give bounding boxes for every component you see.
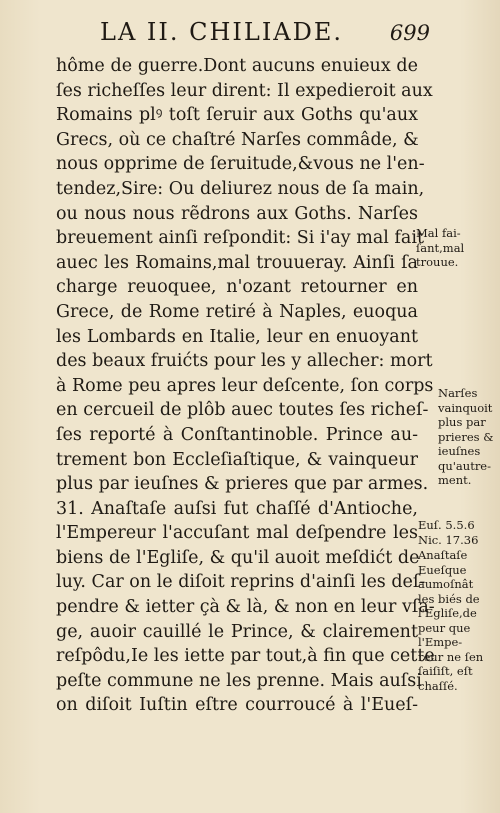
- body-text: [56, 54, 435, 718]
- text-line: luy. Car on le diſoit reprins d'ainſi les deſ-: [56, 572, 426, 593]
- text-line: charge reuoquee, n'ozant retourner en: [56, 277, 418, 298]
- note-line: l'Empe-: [418, 635, 463, 649]
- text-line: reſpôdu,Ie les iette par tout,à fin que cette: [56, 646, 435, 667]
- margin-note-reference: [418, 518, 496, 547]
- note-line: les biés de: [418, 591, 480, 606]
- margin-note-narses: [438, 386, 500, 488]
- text-line: ou nous nous rẽdrons aux Goths. Narſes: [56, 203, 418, 224]
- text-line: Grece, de Rome retiré à Naples, euoqua: [56, 301, 418, 322]
- text-line: Romains plꝰ toſt ſeruir aux Goths qu'aux: [56, 105, 418, 126]
- note-line: chaſſé.: [418, 678, 458, 693]
- text-line: nous opprime de ſeruitude,&vous ne l'en-: [56, 154, 425, 175]
- note-line: l'Egliſe,de: [418, 606, 477, 620]
- note-line: qu'autre-: [438, 458, 492, 473]
- running-title: LA II. CHILIADE.: [100, 18, 344, 46]
- text-line: on diſoit Iuſtin eſtre courroucé à l'Eueſ-: [56, 695, 418, 716]
- text-line: en cercueil de plôb auec toutes ſes richeſ-: [56, 400, 429, 421]
- text-line: biens de l'Egliſe, & qu'il auoit meſdićt de: [56, 547, 420, 568]
- note-line: Narſes: [438, 386, 478, 400]
- text-line: trement bon Eccleſiaſtique, & vainqueur: [56, 449, 418, 470]
- text-line: les Lombards en Italie, leur en enuoyant: [56, 326, 418, 347]
- note-line: reur ne ſen: [418, 649, 484, 664]
- note-line: ſant,mal: [416, 240, 465, 255]
- text-line: auec les Romains,mal trouueray. Ainſi ſa: [56, 252, 418, 273]
- text-line: des beaux fruićts pour les y allecher: mort: [56, 351, 433, 372]
- note-line: ieuſnes: [438, 444, 481, 458]
- margin-note-anastase: [418, 548, 496, 693]
- note-line: Anaſtaſe: [418, 548, 468, 562]
- page-number: 699: [389, 21, 430, 45]
- text-line: ſes richeſſes leur dirent: Il expedieroit aux: [56, 80, 433, 101]
- note-line: aumoſnât: [418, 577, 474, 591]
- text-line: Grecs, où ce chaſtré Narſes commâde, &: [56, 129, 419, 150]
- text-line: tendez,Sire: Ou deliurez nous de ſa main,: [56, 178, 425, 199]
- note-line: Eueſque: [418, 562, 467, 577]
- text-line: breuement ainſi reſpondit: Si i'ay mal fait: [56, 228, 424, 249]
- note-line: Nic. 17.36: [418, 532, 479, 547]
- text-line: ſes reporté à Conſtantinoble. Prince au-: [56, 424, 418, 445]
- note-line: Euſ. 5.5.6: [418, 518, 475, 532]
- note-line: prieres &: [438, 429, 494, 444]
- note-line: peur que: [418, 620, 471, 635]
- note-line: ment.: [438, 473, 472, 487]
- text-line: l'Empereur l'accuſant mal deſpendre les: [56, 523, 418, 544]
- note-line: vainquoit: [438, 400, 493, 415]
- note-line: trouue.: [416, 255, 459, 269]
- text-line: pendre & ietter çà & là, & non en leur vſa-: [56, 597, 435, 618]
- margin-note-mal-faisant: [416, 226, 494, 270]
- running-head: [100, 18, 430, 48]
- text-line: peſte commune ne les prenne. Mais auſsi: [56, 670, 422, 691]
- text-line: hôme de guerre.Dont aucuns enuieux de: [56, 56, 418, 76]
- text-line: ge, auoir cauillé le Prince, & clairement: [56, 621, 418, 642]
- text-line: plus par ieuſnes & prieres que par armes.: [56, 474, 429, 495]
- text-line: à Rome peu apres leur deſcente, ſon corps: [56, 375, 434, 396]
- note-line: ſaiſiſt, eſt: [418, 664, 473, 678]
- note-line: Mal fai-: [416, 226, 461, 240]
- text-line: 31. Anaſtaſe auſsi fut chaſſé d'Antioche,: [56, 498, 418, 519]
- note-line: plus par: [438, 415, 486, 429]
